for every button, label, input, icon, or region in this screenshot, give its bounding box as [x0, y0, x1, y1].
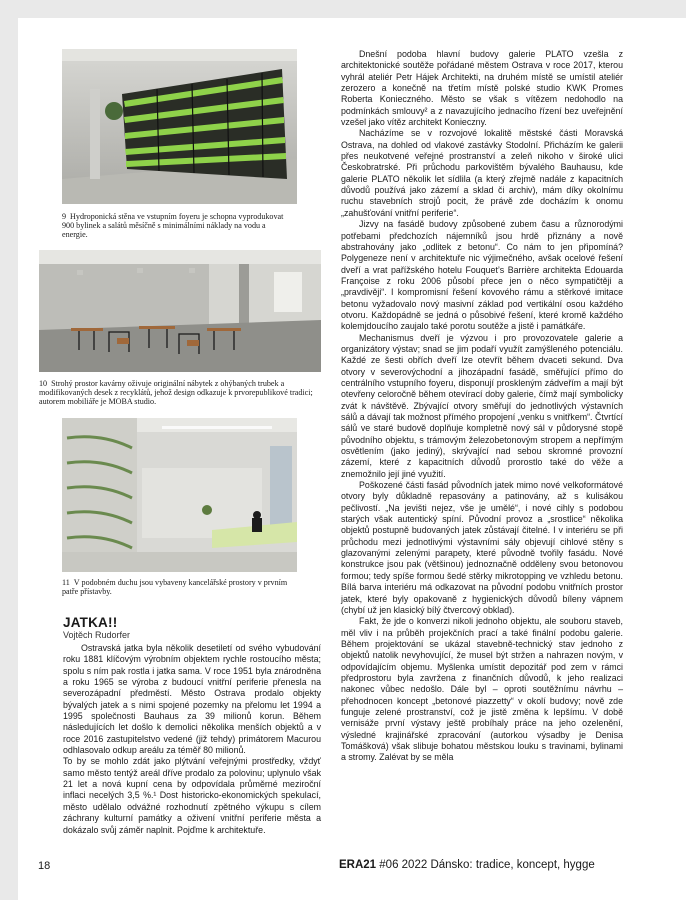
- photo-cafe-interior: [39, 250, 321, 372]
- article-column-right: [341, 49, 623, 764]
- photo-office-interior: [62, 418, 297, 572]
- photo-hydroponic-wall: [62, 49, 297, 204]
- magazine-issue: #06 2022 Dánsko: tradice, koncept, hygge: [379, 859, 595, 871]
- paragraph: To by se mohlo zdát jako plýtvání veřejnými prostředky, vždyť samo město tentýž areál dříve prodalo za polovinu; uplynulo však 21 let a nová kupní cena by odpovídala průměrné meziroční inflaci necelých 3,5 %.¹ Dost historicko-ekonomických spekulací, město udělalo odvážné rozhodnutí zpětného výkupu s cílem záchrany kulturní památky a oživení vnitřní periferie města a dokázalo svůj záměr naplnit. Pojďme k architektuře.: [63, 756, 321, 835]
- magazine-name: ERA21: [339, 859, 377, 871]
- article-column-left: [63, 643, 321, 836]
- caption-9: [62, 212, 292, 240]
- page-number: 18: [38, 860, 51, 872]
- paragraph: Jizvy na fasádě budovy způsobené zubem času a různorodými potřebami předchozích nájemníků jsou hrdě přiznány a nově abstrahovány jako „odlitek z betonu“. Co nám to jen připomíná? Polygeneze není v architektuře nic výjimečného, avšak ocelové řešení dveří a vrat pařížského hotelu Fouquet’s Barrière architekta Edouarda Françoise z roku 2006 působí přece jen o něco sympatičtěji a „pravdivěji“. I kompromisní řešení kovového rámu a stěrkové imitace betonu vyžadovalo nový masivní základ pod vertikální osou každého otvoru. Každopádně se jedná o působivé řešení, které kromě každého kolemjdoucího zaujalo také porotu soutěže a jistě i památkáře.: [341, 219, 623, 332]
- caption-10: [39, 379, 321, 407]
- paragraph: Nacházíme se v rozvojové lokalitě městské části Moravská Ostrava, na dohled od vlakové zastávky Stodolní. Přicházím ke galerii přes neukotvené veřejné prostranství a zeleň nikoho v široké ulici Českobratrské. Při průchodu parkovištěm bývalého Bauhausu, kde galerie PLATO několik let sídlila (a který zřejmě nadále z kapacitních důvodů používá jako zázemí a sklad či archiv), mám díky okolnímu ruchu stavebních strojů pocit, že právě zde docházím k onomu „zahušťování vnitřní periferie“.: [341, 128, 623, 218]
- paragraph: Mechanismus dveří je výzvou i pro provozovatele galerie a organizátory výstav; snad se jim podaří využít zamýšleného potenciálu. Každé ze šesti obřích dveří lze otevřít během dvaceti sekund. Dva otvory v severovýchodní a jihozápadní fasádě, směřující přímo do centrálního vstupního foyeru, disponují proskleným zádveřím a mají být otevřeny celoročně během otevírací doby galerie, čímž mají symbolicky zvát k návštěvě. Zbývající otvory směřují do jednotlivých výstavních sálů a dávají tak možnost přímého propojení „venku s vnitřkem“. Čtvrtící sálů ve staré budově doplňuje kompletně nový sál v půdorysné stopě původního objektu, s trámovým železobetonovým stropem a nepřímým osvětlením (jako jediný), skrývající nad sebou skromné provozní zázemí, které z kapacitních důvodů prorostlo také do věže a znemožnilo její jiné využití.: [341, 332, 623, 479]
- paragraph: Poškozené části fasád původních jatek mimo nové velkoformátové otvory byly důkladně repasovány a patinovány, až s kulisákou pečlivostí. „Na jevišti nejez, vše je umělé“, i nové cihly s podobou starých však autentický spíní. Původní provoz a „srostlice“ několika objektů postupně budovaných jatek zůstávají čitelné. I v interiéru se při průchodu mezi jednotlivými výstavními sály objevují cihlové stěny s glazovanými zelenými parapety, které původně tvořily fasádu. Nové konstrukce jsou pak (většinou) jednoznačně odděleny svou betonovou formou; tedy spíše formou šedé stěrky mikrotopping ve vzhledu betonu. Bílá barva interiéru má odkazovat na původní podobu vnitřních prostor jatek, které byly opakovaně z hygienických důvodů bíleny vápnem (chybí už jen klasický bílý čtvercový obklad).: [341, 480, 623, 615]
- caption-number: 11: [62, 578, 70, 587]
- magazine-footer: [339, 859, 595, 871]
- paragraph: Fakt, že jde o konverzi nikoli jednoho objektu, ale souboru staveb, měl vliv i na průběh projekčních prací a také finální podobu galerie. Během projektování se ukázal stavebně-technický stav jednoho z objektů natolik nevyhovující, že musel být stržen a nahrazen novým, v odpovídajícím objemu. Myšlenka umístit depozitář pod zem v rámci předprostoru byla zavržena z finančních důvodů, k jeho realizaci nakonec vůbec nedošlo. Dále byl – oproti soutěžnímu návrhu – přehodnocen koncept „betonové piazzetty“ v okolí budovy; nově zde funguje zelené prostranství, což je jistě změna k lepšímu. V době vernisáže první výstavy ještě probíhaly práce na jeho ozelenění, výsledné krajinářské zpracování (autorkou výsadby je Denisa Tomášková) však slibuje bohatou městskou louku s travinami, bylinami a stromy. Zalévat by se měla: [341, 616, 623, 763]
- paragraph: Dnešní podoba hlavní budovy galerie PLATO vzešla z architektonické soutěže pořádané městem Ostrava v roce 2017, kterou vyhrál ateliér Petr Hájek Architekti, na druhém místě se umístil ateliér zerozero a konečně na třetím místě polské studio KWK Promes Roberta Konieczného. Město se však s vítězem nedohodlo na podmínkách smlouvy² a z navazujícího jednacího řízení bez uveřejnění vzešel jako vítěz architekt Konieczny.: [341, 49, 623, 128]
- caption-number: 10: [39, 379, 48, 388]
- caption-text: V podobném duchu jsou vybaveny kancelářské prostory v prvním patře přístavby.: [62, 578, 288, 597]
- caption-number: 9: [62, 212, 67, 221]
- paragraph: Ostravská jatka byla několik desetiletí od svého vybudování roku 1881 klíčovým výrobním objektem rychle rostoucího města; spolu s ním pak rostla i jatka sama. V roce 1951 byla znárodněna a roku 1965 se výroba z budoucí vnitřní periferie přenesla na severozápadní předměstí. Město Ostrava prodalo objekty bývalých jatek a s nimi spojené pozemky na přelomu let 1994 a 1995 společnosti Bauhaus za 39 milionů korun. Během následujících let došlo k demolici několika menších objektů a v roce 2016 zastupitelstvo vedené (již tehdy) primátorem Macurou odhlasovalo odkup areálu za téměř 80 milionů.: [63, 643, 321, 756]
- caption-text: Hydroponická stěna ve vstupním foyeru je schopna vyprodukovat 900 bylinek a salátů měsíčně s minimálními náklady na vodu a energie.: [62, 212, 284, 240]
- caption-11: [62, 578, 292, 596]
- caption-text: Strohý prostor kavárny oživuje originální nábytek z ohýbaných trubek a modifikovaných desek z recyklátů, jehož design odkazuje k prvorepublikové tradici; autorem mobiliáře je MOBA studio.: [39, 379, 313, 407]
- article-title: JATKA!!: [63, 615, 118, 630]
- article-author: Vojtěch Rudorfer: [63, 630, 131, 640]
